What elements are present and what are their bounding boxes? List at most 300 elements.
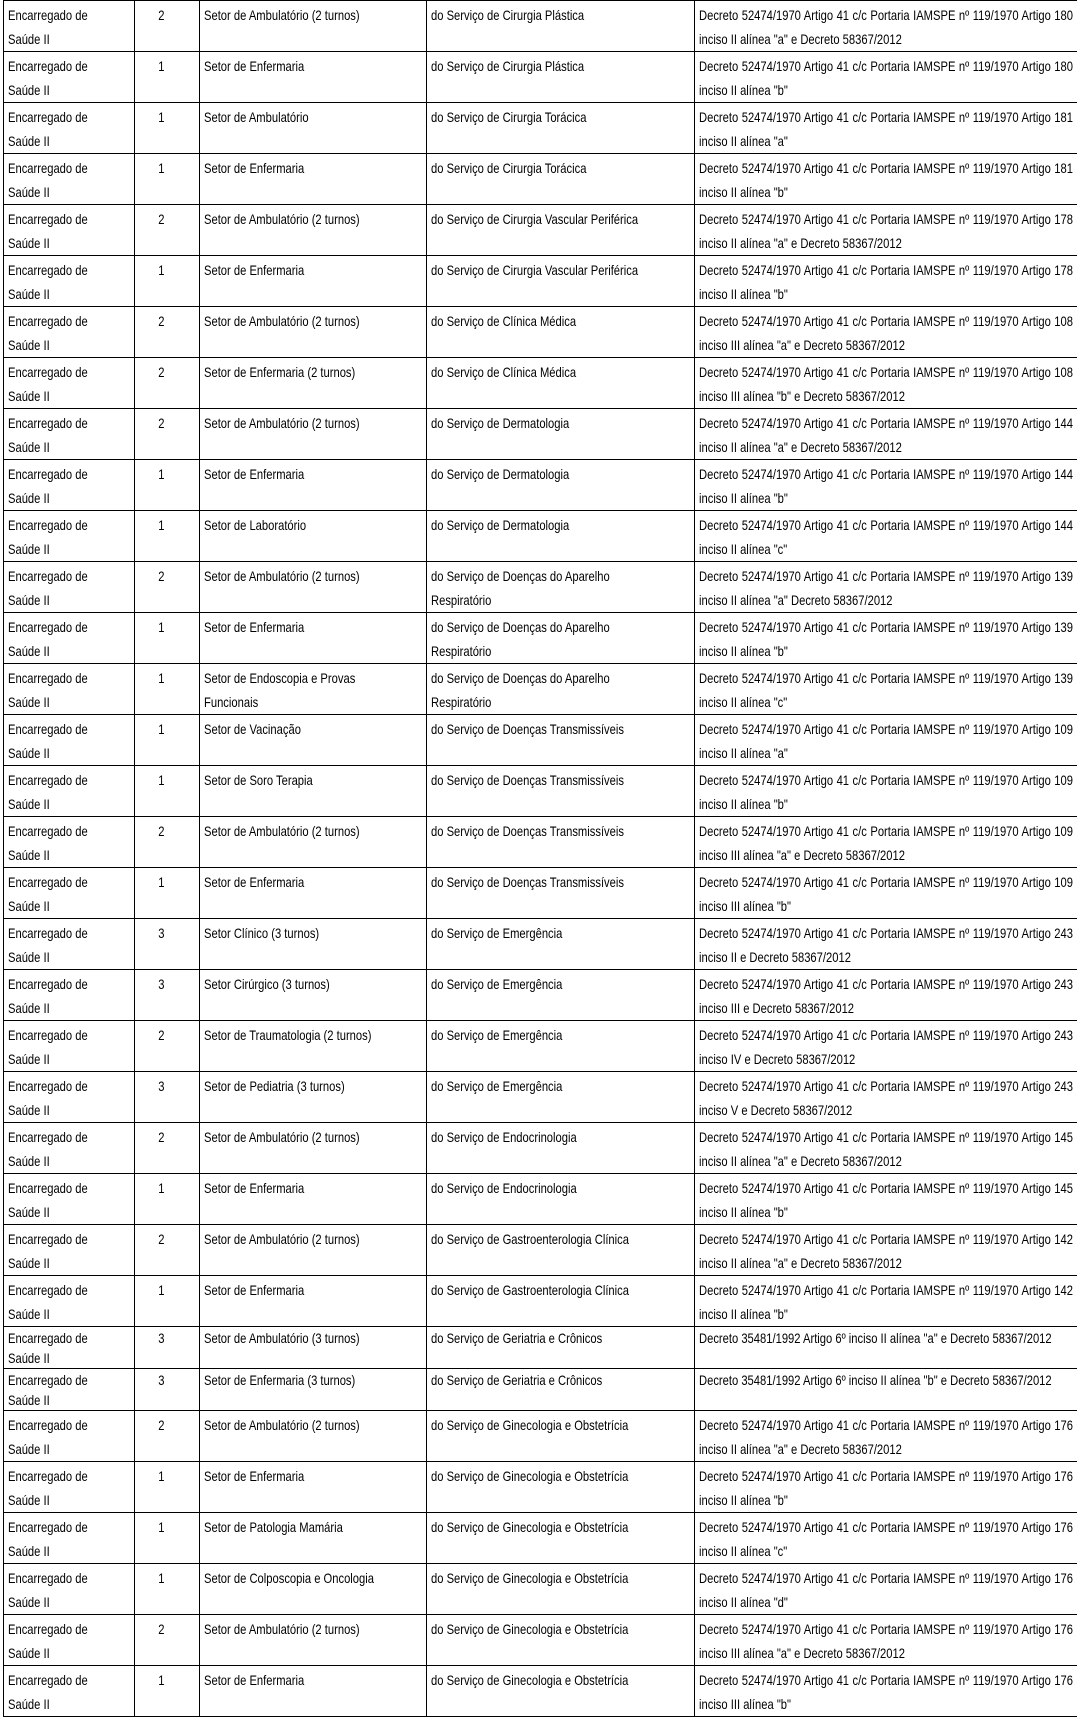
legal-basis-cell-text: Decreto 52474/1970 Artigo 41 c/c Portaria IAMSPE nº 119/1970 Artigo 108 inciso III alínea "a" e Decreto 58367/2012 <box>699 309 1073 357</box>
quantity-cell-text: 2 <box>139 360 184 384</box>
service-cell <box>427 1615 695 1666</box>
cargo-cell <box>4 1021 135 1072</box>
service-cell-text: do Serviço de Clínica Médica <box>431 309 638 333</box>
legal-basis-cell-text: Decreto 52474/1970 Artigo 41 c/c Portaria IAMSPE nº 119/1970 Artigo 176 inciso III alínea "a" e Decreto 58367/2012 <box>699 1617 1073 1665</box>
table-row <box>4 307 1077 358</box>
quantity-cell-text: 1 <box>139 768 184 792</box>
cargo-cell <box>4 103 135 154</box>
quantity-cell <box>135 103 200 154</box>
cargo-cell <box>4 511 135 562</box>
cargo-cell <box>4 52 135 103</box>
service-cell <box>427 409 695 460</box>
sector-cell <box>200 970 427 1021</box>
table-row <box>4 562 1077 613</box>
table-row <box>4 766 1077 817</box>
quantity-cell <box>135 868 200 919</box>
sector-cell-text: Setor de Endoscopia e Provas Funcionais <box>204 666 378 714</box>
quantity-cell <box>135 919 200 970</box>
cargo-cell <box>4 1123 135 1174</box>
quantity-cell-text: 2 <box>139 1413 184 1437</box>
legal-basis-cell <box>695 562 1077 613</box>
cargo-cell <box>4 1666 135 1717</box>
sector-cell <box>200 460 427 511</box>
sector-cell <box>200 766 427 817</box>
sector-cell <box>200 613 427 664</box>
table-row <box>4 409 1077 460</box>
table-row <box>4 358 1077 409</box>
sector-cell-text: Setor de Colposcopia e Oncologia <box>204 1566 378 1590</box>
service-cell-text: do Serviço de Emergência <box>431 972 638 996</box>
service-cell <box>427 1513 695 1564</box>
legal-basis-cell-text: Decreto 52474/1970 Artigo 41 c/c Portaria IAMSPE nº 119/1970 Artigo 243 inciso III e Decreto 58367/2012 <box>699 972 1073 1020</box>
service-cell <box>427 1327 695 1369</box>
table-row <box>4 613 1077 664</box>
legal-basis-cell-text: Decreto 52474/1970 Artigo 41 c/c Portaria IAMSPE nº 119/1970 Artigo 139 inciso II alínea "a" Decreto 58367/2012 <box>699 564 1073 612</box>
quantity-cell <box>135 715 200 766</box>
sector-cell <box>200 1072 427 1123</box>
legal-basis-cell <box>695 766 1077 817</box>
service-cell <box>427 1666 695 1717</box>
service-cell <box>427 1369 695 1411</box>
sector-cell-text: Setor de Ambulatório (2 turnos) <box>204 1617 378 1641</box>
table-row <box>4 1666 1077 1717</box>
sector-cell-text: Setor de Enfermaria <box>204 1176 378 1200</box>
quantity-cell <box>135 1225 200 1276</box>
cargo-cell-text: Encarregado de Saúde II <box>8 1278 106 1326</box>
quantity-cell-text: 1 <box>139 1278 184 1302</box>
table-row <box>4 919 1077 970</box>
quantity-cell <box>135 409 200 460</box>
legal-basis-cell <box>695 1 1077 52</box>
service-cell-text: do Serviço de Doenças do Aparelho Respiratório <box>431 615 638 663</box>
cargo-cell <box>4 1513 135 1564</box>
cargo-cell <box>4 970 135 1021</box>
legal-basis-cell-text: Decreto 35481/1992 Artigo 6º inciso II alínea "b" e Decreto 58367/2012 <box>699 1370 1073 1390</box>
service-cell-text: do Serviço de Ginecologia e Obstetrícia <box>431 1566 638 1590</box>
legal-basis-cell-text: Decreto 52474/1970 Artigo 41 c/c Portaria IAMSPE nº 119/1970 Artigo 109 inciso III alínea "a" e Decreto 58367/2012 <box>699 819 1073 867</box>
quantity-cell <box>135 1369 200 1411</box>
sector-cell-text: Setor de Ambulatório (2 turnos) <box>204 1413 378 1437</box>
table-row <box>4 1369 1077 1411</box>
table-row <box>4 1 1077 52</box>
cargo-cell-text: Encarregado de Saúde II <box>8 870 106 918</box>
cargo-cell-text: Encarregado de Saúde II <box>8 717 106 765</box>
legal-basis-cell <box>695 1021 1077 1072</box>
service-cell-text: do Serviço de Cirurgia Plástica <box>431 3 638 27</box>
cargo-cell <box>4 1072 135 1123</box>
positions-table <box>3 0 1077 1717</box>
sector-cell <box>200 103 427 154</box>
sector-cell-text: Setor de Ambulatório <box>204 105 378 129</box>
sector-cell <box>200 1513 427 1564</box>
sector-cell-text: Setor de Enfermaria <box>204 462 378 486</box>
service-cell <box>427 256 695 307</box>
sector-cell <box>200 1 427 52</box>
quantity-cell-text: 1 <box>139 1566 184 1590</box>
quantity-cell <box>135 817 200 868</box>
cargo-cell-text: Encarregado de Saúde II <box>8 1125 106 1173</box>
cargo-cell <box>4 1 135 52</box>
legal-basis-cell <box>695 358 1077 409</box>
cargo-cell-text: Encarregado de Saúde II <box>8 411 106 459</box>
sector-cell <box>200 715 427 766</box>
legal-basis-cell-text: Decreto 52474/1970 Artigo 41 c/c Portaria IAMSPE nº 119/1970 Artigo 181 inciso II alínea "b" <box>699 156 1073 204</box>
cargo-cell-text: Encarregado de Saúde II <box>8 1176 106 1224</box>
cargo-cell-text: Encarregado de Saúde II <box>8 105 106 153</box>
table-body <box>4 1 1077 1717</box>
sector-cell <box>200 1021 427 1072</box>
legal-basis-cell-text: Decreto 52474/1970 Artigo 41 c/c Portaria IAMSPE nº 119/1970 Artigo 142 inciso II alínea "a" e Decreto 58367/2012 <box>699 1227 1073 1275</box>
legal-basis-cell <box>695 817 1077 868</box>
table-row <box>4 154 1077 205</box>
quantity-cell <box>135 1564 200 1615</box>
service-cell-text: do Serviço de Doenças do Aparelho Respiratório <box>431 564 638 612</box>
cargo-cell <box>4 1327 135 1369</box>
cargo-cell <box>4 1462 135 1513</box>
service-cell <box>427 1072 695 1123</box>
service-cell-text: do Serviço de Doenças Transmissíveis <box>431 870 638 894</box>
sector-cell <box>200 256 427 307</box>
legal-basis-cell <box>695 1174 1077 1225</box>
quantity-cell <box>135 1276 200 1327</box>
quantity-cell <box>135 1072 200 1123</box>
legal-basis-cell-text: Decreto 35481/1992 Artigo 6º inciso II alínea "a" e Decreto 58367/2012 <box>699 1328 1073 1348</box>
sector-cell-text: Setor de Soro Terapia <box>204 768 378 792</box>
cargo-cell-text: Encarregado de Saúde II <box>8 972 106 1020</box>
service-cell-text: do Serviço de Dermatologia <box>431 513 638 537</box>
service-cell <box>427 715 695 766</box>
quantity-cell-text: 3 <box>139 1328 184 1348</box>
service-cell <box>427 103 695 154</box>
sector-cell <box>200 562 427 613</box>
legal-basis-cell <box>695 1411 1077 1462</box>
cargo-cell <box>4 460 135 511</box>
table-row <box>4 1564 1077 1615</box>
cargo-cell-text: Encarregado de Saúde II <box>8 819 106 867</box>
quantity-cell-text: 3 <box>139 972 184 996</box>
cargo-cell <box>4 1615 135 1666</box>
sector-cell-text: Setor de Traumatologia (2 turnos) <box>204 1023 378 1047</box>
service-cell-text: do Serviço de Ginecologia e Obstetrícia <box>431 1515 638 1539</box>
sector-cell <box>200 1564 427 1615</box>
service-cell-text: do Serviço de Gastroenterologia Clínica <box>431 1278 638 1302</box>
quantity-cell-text: 1 <box>139 1515 184 1539</box>
cargo-cell-text: Encarregado de Saúde II <box>8 360 106 408</box>
table-row <box>4 1021 1077 1072</box>
table-row <box>4 52 1077 103</box>
sector-cell-text: Setor de Ambulatório (2 turnos) <box>204 3 378 27</box>
legal-basis-cell <box>695 1513 1077 1564</box>
quantity-cell-text: 1 <box>139 1176 184 1200</box>
cargo-cell <box>4 1411 135 1462</box>
legal-basis-cell-text: Decreto 52474/1970 Artigo 41 c/c Portaria IAMSPE nº 119/1970 Artigo 142 inciso II alínea "b" <box>699 1278 1073 1326</box>
service-cell-text: do Serviço de Endocrinologia <box>431 1125 638 1149</box>
service-cell <box>427 664 695 715</box>
table-row <box>4 511 1077 562</box>
service-cell-text: do Serviço de Doenças do Aparelho Respiratório <box>431 666 638 714</box>
cargo-cell-text: Encarregado de Saúde II <box>8 258 106 306</box>
cargo-cell-text: Encarregado de Saúde II <box>8 615 106 663</box>
legal-basis-cell-text: Decreto 52474/1970 Artigo 41 c/c Portaria IAMSPE nº 119/1970 Artigo 139 inciso II alínea "c" <box>699 666 1073 714</box>
service-cell <box>427 919 695 970</box>
legal-basis-cell <box>695 154 1077 205</box>
service-cell <box>427 1411 695 1462</box>
cargo-cell-text: Encarregado de Saúde II <box>8 1668 106 1716</box>
service-cell-text: do Serviço de Ginecologia e Obstetrícia <box>431 1668 638 1692</box>
legal-basis-cell-text: Decreto 52474/1970 Artigo 41 c/c Portaria IAMSPE nº 119/1970 Artigo 109 inciso II alínea "b" <box>699 768 1073 816</box>
quantity-cell-text: 2 <box>139 3 184 27</box>
sector-cell <box>200 409 427 460</box>
legal-basis-cell <box>695 1276 1077 1327</box>
sector-cell <box>200 1123 427 1174</box>
service-cell <box>427 1225 695 1276</box>
service-cell <box>427 562 695 613</box>
quantity-cell-text: 1 <box>139 462 184 486</box>
table-row <box>4 1276 1077 1327</box>
quantity-cell-text: 1 <box>139 717 184 741</box>
cargo-cell-text: Encarregado de Saúde II <box>8 1370 106 1410</box>
table-row <box>4 1174 1077 1225</box>
sector-cell-text: Setor de Ambulatório (2 turnos) <box>204 1125 378 1149</box>
cargo-cell <box>4 154 135 205</box>
legal-basis-cell <box>695 1225 1077 1276</box>
service-cell <box>427 358 695 409</box>
service-cell-text: do Serviço de Emergência <box>431 1074 638 1098</box>
quantity-cell-text: 3 <box>139 1370 184 1390</box>
sector-cell-text: Setor Cirúrgico (3 turnos) <box>204 972 378 996</box>
service-cell <box>427 1 695 52</box>
service-cell <box>427 1174 695 1225</box>
sector-cell-text: Setor de Enfermaria (2 turnos) <box>204 360 378 384</box>
sector-cell-text: Setor de Ambulatório (2 turnos) <box>204 309 378 333</box>
sector-cell <box>200 1411 427 1462</box>
quantity-cell-text: 2 <box>139 1125 184 1149</box>
service-cell-text: do Serviço de Dermatologia <box>431 462 638 486</box>
cargo-cell <box>4 1369 135 1411</box>
service-cell <box>427 1462 695 1513</box>
legal-basis-cell <box>695 613 1077 664</box>
quantity-cell <box>135 256 200 307</box>
service-cell-text: do Serviço de Ginecologia e Obstetrícia <box>431 1617 638 1641</box>
quantity-cell-text: 2 <box>139 819 184 843</box>
service-cell <box>427 52 695 103</box>
quantity-cell-text: 1 <box>139 666 184 690</box>
quantity-cell <box>135 1021 200 1072</box>
legal-basis-cell <box>695 52 1077 103</box>
quantity-cell <box>135 970 200 1021</box>
sector-cell <box>200 1276 427 1327</box>
sector-cell <box>200 307 427 358</box>
legal-basis-cell-text: Decreto 52474/1970 Artigo 41 c/c Portaria IAMSPE nº 119/1970 Artigo 243 inciso V e Decreto 58367/2012 <box>699 1074 1073 1122</box>
legal-basis-cell-text: Decreto 52474/1970 Artigo 41 c/c Portaria IAMSPE nº 119/1970 Artigo 180 inciso II alínea "b" <box>699 54 1073 102</box>
sector-cell-text: Setor de Enfermaria <box>204 1278 378 1302</box>
legal-basis-cell <box>695 1369 1077 1411</box>
table-row <box>4 205 1077 256</box>
legal-basis-cell-text: Decreto 52474/1970 Artigo 41 c/c Portaria IAMSPE nº 119/1970 Artigo 176 inciso II alínea "d" <box>699 1566 1073 1614</box>
legal-basis-cell <box>695 919 1077 970</box>
table-row <box>4 715 1077 766</box>
sector-cell-text: Setor Clínico (3 turnos) <box>204 921 378 945</box>
sector-cell-text: Setor de Pediatria (3 turnos) <box>204 1074 378 1098</box>
quantity-cell <box>135 664 200 715</box>
cargo-cell <box>4 919 135 970</box>
sector-cell-text: Setor de Enfermaria <box>204 54 378 78</box>
service-cell <box>427 766 695 817</box>
cargo-cell-text: Encarregado de Saúde II <box>8 666 106 714</box>
cargo-cell-text: Encarregado de Saúde II <box>8 921 106 969</box>
legal-basis-cell <box>695 1666 1077 1717</box>
cargo-cell-text: Encarregado de Saúde II <box>8 1227 106 1275</box>
cargo-cell-text: Encarregado de Saúde II <box>8 564 106 612</box>
cargo-cell <box>4 766 135 817</box>
legal-basis-cell <box>695 664 1077 715</box>
legal-basis-cell <box>695 970 1077 1021</box>
quantity-cell-text: 2 <box>139 1227 184 1251</box>
table-row <box>4 1513 1077 1564</box>
legal-basis-cell-text: Decreto 52474/1970 Artigo 41 c/c Portaria IAMSPE nº 119/1970 Artigo 243 inciso IV e Decreto 58367/2012 <box>699 1023 1073 1071</box>
cargo-cell-text: Encarregado de Saúde II <box>8 1617 106 1665</box>
service-cell <box>427 307 695 358</box>
service-cell <box>427 1021 695 1072</box>
table-row <box>4 1072 1077 1123</box>
cargo-cell-text: Encarregado de Saúde II <box>8 1328 106 1368</box>
quantity-cell-text: 1 <box>139 1668 184 1692</box>
table-row <box>4 1327 1077 1369</box>
sector-cell-text: Setor de Enfermaria <box>204 615 378 639</box>
service-cell <box>427 205 695 256</box>
sector-cell <box>200 1462 427 1513</box>
cargo-cell-text: Encarregado de Saúde II <box>8 1515 106 1563</box>
cargo-cell <box>4 1564 135 1615</box>
service-cell-text: do Serviço de Emergência <box>431 921 638 945</box>
sector-cell-text: Setor de Enfermaria <box>204 156 378 180</box>
cargo-cell <box>4 715 135 766</box>
table-row <box>4 1225 1077 1276</box>
quantity-cell <box>135 1615 200 1666</box>
legal-basis-cell-text: Decreto 52474/1970 Artigo 41 c/c Portaria IAMSPE nº 119/1970 Artigo 176 inciso II alínea "c" <box>699 1515 1073 1563</box>
sector-cell <box>200 511 427 562</box>
sector-cell-text: Setor de Vacinação <box>204 717 378 741</box>
service-cell <box>427 868 695 919</box>
legal-basis-cell-text: Decreto 52474/1970 Artigo 41 c/c Portaria IAMSPE nº 119/1970 Artigo 176 inciso II alínea "a" e Decreto 58367/2012 <box>699 1413 1073 1461</box>
service-cell <box>427 1123 695 1174</box>
quantity-cell-text: 1 <box>139 513 184 537</box>
legal-basis-cell <box>695 1564 1077 1615</box>
sector-cell-text: Setor de Enfermaria <box>204 1668 378 1692</box>
quantity-cell-text: 2 <box>139 1617 184 1641</box>
service-cell-text: do Serviço de Cirurgia Torácica <box>431 105 638 129</box>
sector-cell <box>200 1327 427 1369</box>
sector-cell <box>200 919 427 970</box>
table-row <box>4 1123 1077 1174</box>
sector-cell <box>200 52 427 103</box>
legal-basis-cell <box>695 715 1077 766</box>
legal-basis-cell <box>695 1615 1077 1666</box>
sector-cell-text: Setor de Ambulatório (3 turnos) <box>204 1328 378 1348</box>
legal-basis-cell <box>695 103 1077 154</box>
quantity-cell <box>135 1174 200 1225</box>
service-cell-text: do Serviço de Cirurgia Plástica <box>431 54 638 78</box>
legal-basis-cell-text: Decreto 52474/1970 Artigo 41 c/c Portaria IAMSPE nº 119/1970 Artigo 178 inciso II alínea "a" e Decreto 58367/2012 <box>699 207 1073 255</box>
sector-cell <box>200 1615 427 1666</box>
sector-cell <box>200 154 427 205</box>
service-cell-text: do Serviço de Cirurgia Vascular Periférica <box>431 258 638 282</box>
quantity-cell <box>135 460 200 511</box>
legal-basis-cell-text: Decreto 52474/1970 Artigo 41 c/c Portaria IAMSPE nº 119/1970 Artigo 109 inciso II alínea "a" <box>699 717 1073 765</box>
quantity-cell-text: 2 <box>139 1023 184 1047</box>
quantity-cell-text: 3 <box>139 921 184 945</box>
cargo-cell <box>4 664 135 715</box>
legal-basis-cell <box>695 307 1077 358</box>
quantity-cell <box>135 511 200 562</box>
cargo-cell <box>4 1174 135 1225</box>
cargo-cell <box>4 562 135 613</box>
sector-cell-text: Setor de Ambulatório (2 turnos) <box>204 564 378 588</box>
sector-cell <box>200 358 427 409</box>
sector-cell-text: Setor de Ambulatório (2 turnos) <box>204 207 378 231</box>
service-cell-text: do Serviço de Endocrinologia <box>431 1176 638 1200</box>
quantity-cell <box>135 562 200 613</box>
service-cell <box>427 1564 695 1615</box>
service-cell-text: do Serviço de Gastroenterologia Clínica <box>431 1227 638 1251</box>
service-cell-text: do Serviço de Ginecologia e Obstetrícia <box>431 1413 638 1437</box>
service-cell <box>427 154 695 205</box>
cargo-cell <box>4 613 135 664</box>
service-cell-text: do Serviço de Geriatria e Crônicos <box>431 1328 638 1348</box>
legal-basis-cell-text: Decreto 52474/1970 Artigo 41 c/c Portaria IAMSPE nº 119/1970 Artigo 176 inciso II alínea "b" <box>699 1464 1073 1512</box>
table-row <box>4 256 1077 307</box>
sector-cell-text: Setor de Laboratório <box>204 513 378 537</box>
quantity-cell <box>135 307 200 358</box>
cargo-cell <box>4 817 135 868</box>
cargo-cell-text: Encarregado de Saúde II <box>8 156 106 204</box>
sector-cell-text: Setor de Ambulatório (2 turnos) <box>204 1227 378 1251</box>
quantity-cell-text: 1 <box>139 156 184 180</box>
quantity-cell-text: 2 <box>139 564 184 588</box>
service-cell-text: do Serviço de Geriatria e Crônicos <box>431 1370 638 1390</box>
legal-basis-cell-text: Decreto 52474/1970 Artigo 41 c/c Portaria IAMSPE nº 119/1970 Artigo 144 inciso II alínea "a" e Decreto 58367/2012 <box>699 411 1073 459</box>
cargo-cell-text: Encarregado de Saúde II <box>8 309 106 357</box>
quantity-cell <box>135 613 200 664</box>
quantity-cell-text: 1 <box>139 258 184 282</box>
legal-basis-cell-text: Decreto 52474/1970 Artigo 41 c/c Portaria IAMSPE nº 119/1970 Artigo 109 inciso III alínea "b" <box>699 870 1073 918</box>
legal-basis-cell-text: Decreto 52474/1970 Artigo 41 c/c Portaria IAMSPE nº 119/1970 Artigo 108 inciso III alínea "b" e Decreto 58367/2012 <box>699 360 1073 408</box>
legal-basis-cell <box>695 1462 1077 1513</box>
service-cell <box>427 817 695 868</box>
legal-basis-cell-text: Decreto 52474/1970 Artigo 41 c/c Portaria IAMSPE nº 119/1970 Artigo 181 inciso II alínea "a" <box>699 105 1073 153</box>
table-row <box>4 1411 1077 1462</box>
sector-cell <box>200 205 427 256</box>
cargo-cell <box>4 256 135 307</box>
quantity-cell <box>135 1123 200 1174</box>
table-row <box>4 460 1077 511</box>
cargo-cell-text: Encarregado de Saúde II <box>8 54 106 102</box>
quantity-cell-text: 1 <box>139 1464 184 1488</box>
service-cell-text: do Serviço de Doenças Transmissíveis <box>431 768 638 792</box>
legal-basis-cell <box>695 1327 1077 1369</box>
quantity-cell <box>135 1462 200 1513</box>
sector-cell <box>200 1666 427 1717</box>
legal-basis-cell <box>695 460 1077 511</box>
sector-cell-text: Setor de Ambulatório (2 turnos) <box>204 411 378 435</box>
cargo-cell <box>4 1276 135 1327</box>
table-row <box>4 817 1077 868</box>
cargo-cell-text: Encarregado de Saúde II <box>8 1566 106 1614</box>
cargo-cell-text: Encarregado de Saúde II <box>8 768 106 816</box>
cargo-cell <box>4 358 135 409</box>
legal-basis-cell-text: Decreto 52474/1970 Artigo 41 c/c Portaria IAMSPE nº 119/1970 Artigo 178 inciso II alínea "b" <box>699 258 1073 306</box>
sector-cell-text: Setor de Ambulatório (2 turnos) <box>204 819 378 843</box>
